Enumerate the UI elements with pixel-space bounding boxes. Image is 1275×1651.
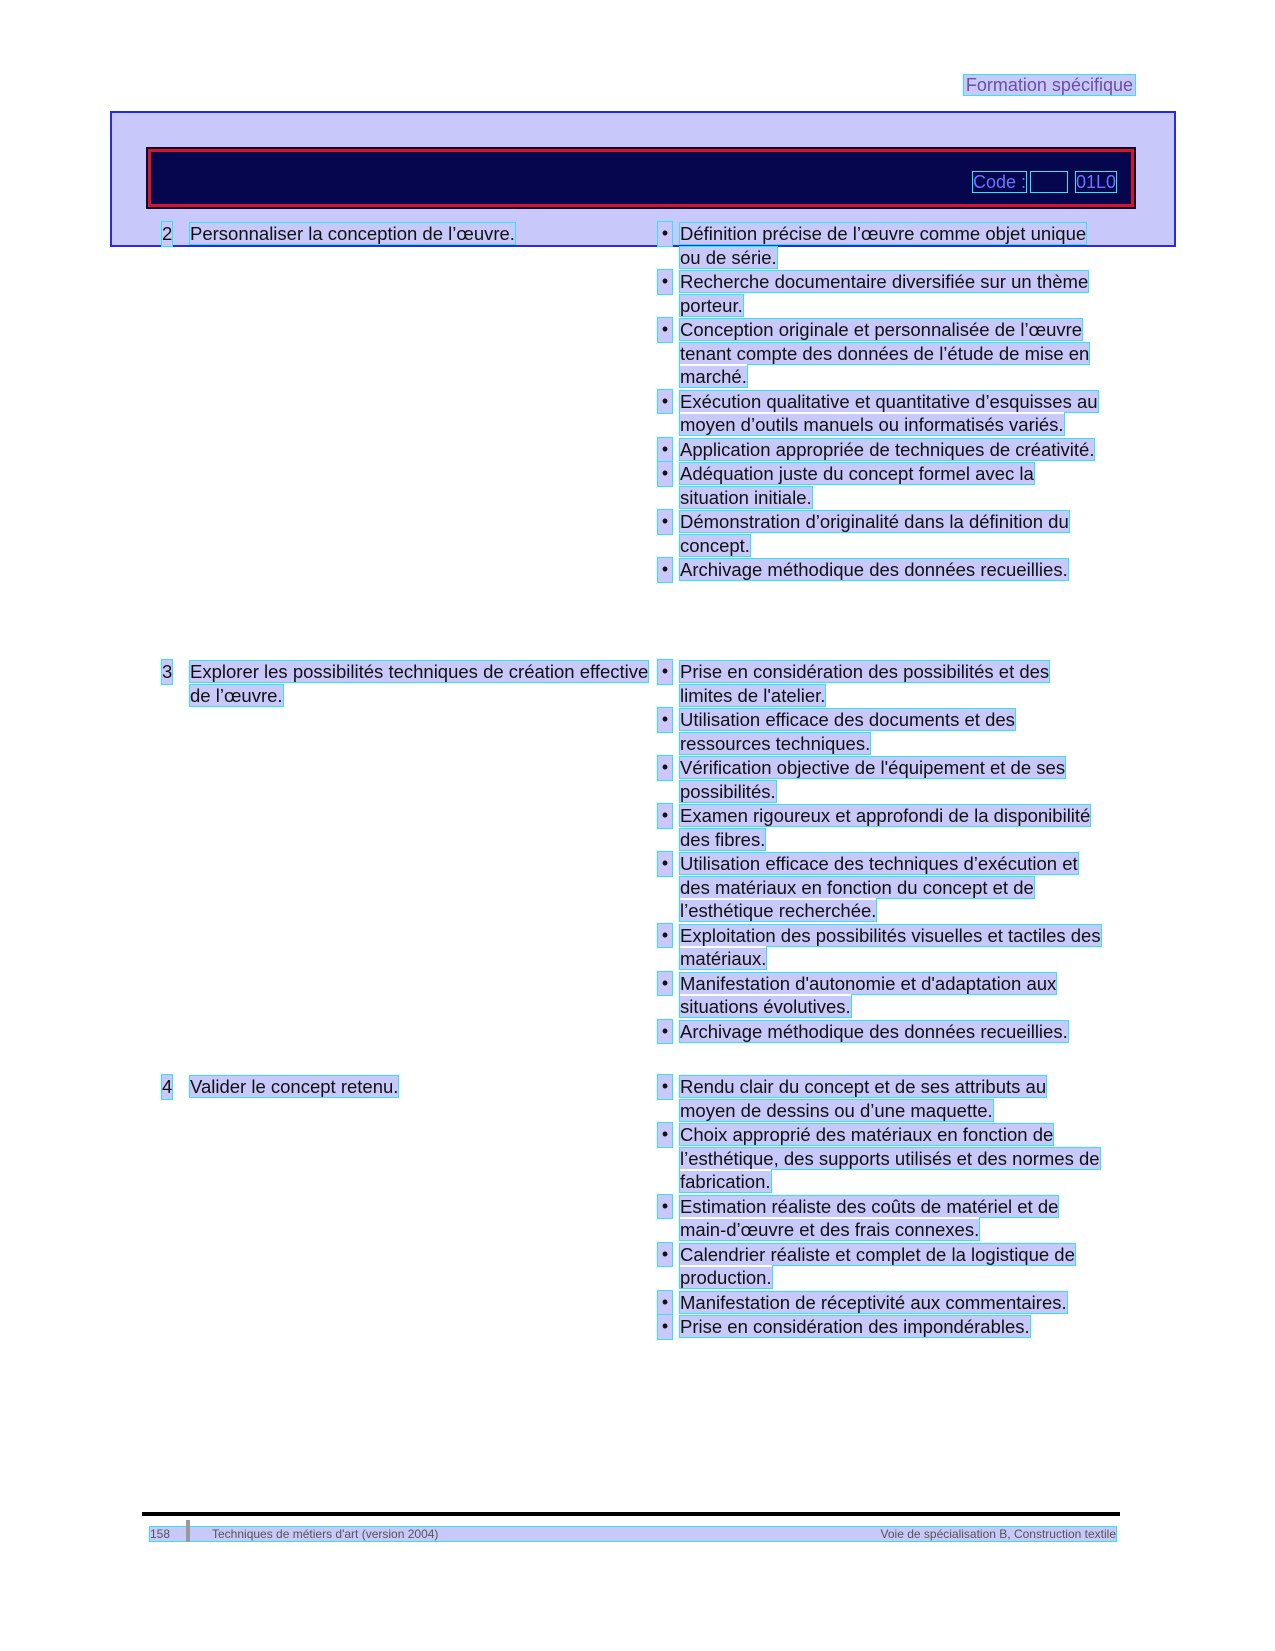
page-footer [150,1526,1116,1542]
element-number: 3 [162,661,173,682]
list-item: • Définition précise de l’œuvre comme objet unique ou de série. [658,222,1103,269]
footer-program-title: Techniques de métiers d'art (version 2004) [212,1527,439,1541]
list-item: • Recherche documentaire diversifiée sur un thème porteur. [658,270,1103,317]
list-item: • Manifestation de réceptivité aux commentaires. [658,1291,1103,1315]
performance-criteria-list [658,660,1103,1044]
list-item: • Utilisation efficace des techniques d’exécution et des matériaux en fonction du concept et de l’esthétique recherchée. [658,852,1103,923]
list-item: • Choix approprié des matériaux en fonction de l’esthétique, des supports utilisés et des normes de fabrication. [658,1123,1103,1194]
element-of-competency [160,660,650,707]
element-number: 4 [162,1076,173,1097]
footer-specialization: Voie de spécialisation B, Construction textile [880,1527,1116,1541]
list-item: • Démonstration d’originalité dans la définition du concept. [658,510,1103,557]
list-item: • Vérification objective de l'équipement et de ses possibilités. [658,756,1103,803]
element-of-competency [160,222,650,246]
performance-criteria-list [658,222,1103,583]
list-item: • Rendu clair du concept et de ses attributs au moyen de dessins ou d’une maquette. [658,1075,1103,1122]
list-item: • Utilisation efficace des documents et des ressources techniques. [658,708,1103,755]
list-item: • Exécution qualitative et quantitative d’esquisses au moyen d’outils manuels ou informatisés variés. [658,390,1103,437]
element-text: Explorer les possibilités techniques de création effective de l’œuvre. [190,661,649,706]
element-of-competency [160,1075,650,1099]
footer-divider [142,1512,1120,1516]
code-label: Code : [973,172,1027,192]
footer-separator [186,1520,190,1542]
page-number: 158 [150,1527,171,1541]
element-number: 2 [162,223,173,244]
list-item: • Manifestation d'autonomie et d'adaptation aux situations évolutives. [658,972,1103,1019]
list-item: • Adéquation juste du concept formel avec la situation initiale. [658,462,1103,509]
list-item: • Prise en considération des possibilités et des limites de l'atelier. [658,660,1103,707]
competency-title-bar [148,149,1134,207]
running-title: Formation spécifique [965,75,1133,95]
performance-criteria-list [658,1075,1103,1340]
list-item: • Exploitation des possibilités visuelles et tactiles des matériaux. [658,924,1103,971]
list-item: • Estimation réaliste des coûts de matériel et de main-d’œuvre et des frais connexes. [658,1195,1103,1242]
list-item: • Conception originale et personnalisée de l’œuvre tenant compte des données de l’étude de mise en marché. [658,318,1103,389]
list-item: • Archivage méthodique des données recueillies. [658,1020,1103,1044]
list-item: • Examen rigoureux et approfondi de la disponibilité des fibres. [658,804,1103,851]
list-item: • Application appropriée de techniques de créativité. [658,438,1103,462]
element-text: Valider le concept retenu. [190,1076,399,1097]
list-item: • Archivage méthodique des données recueillies. [658,558,1103,582]
list-item: • Prise en considération des impondérables. [658,1315,1103,1339]
code-value: 01L0 [1076,172,1117,192]
list-item: • Calendrier réaliste et complet de la logistique de production. [658,1243,1103,1290]
code-separator [1031,172,1067,192]
element-text: Personnaliser la conception de l’œuvre. [190,223,515,244]
